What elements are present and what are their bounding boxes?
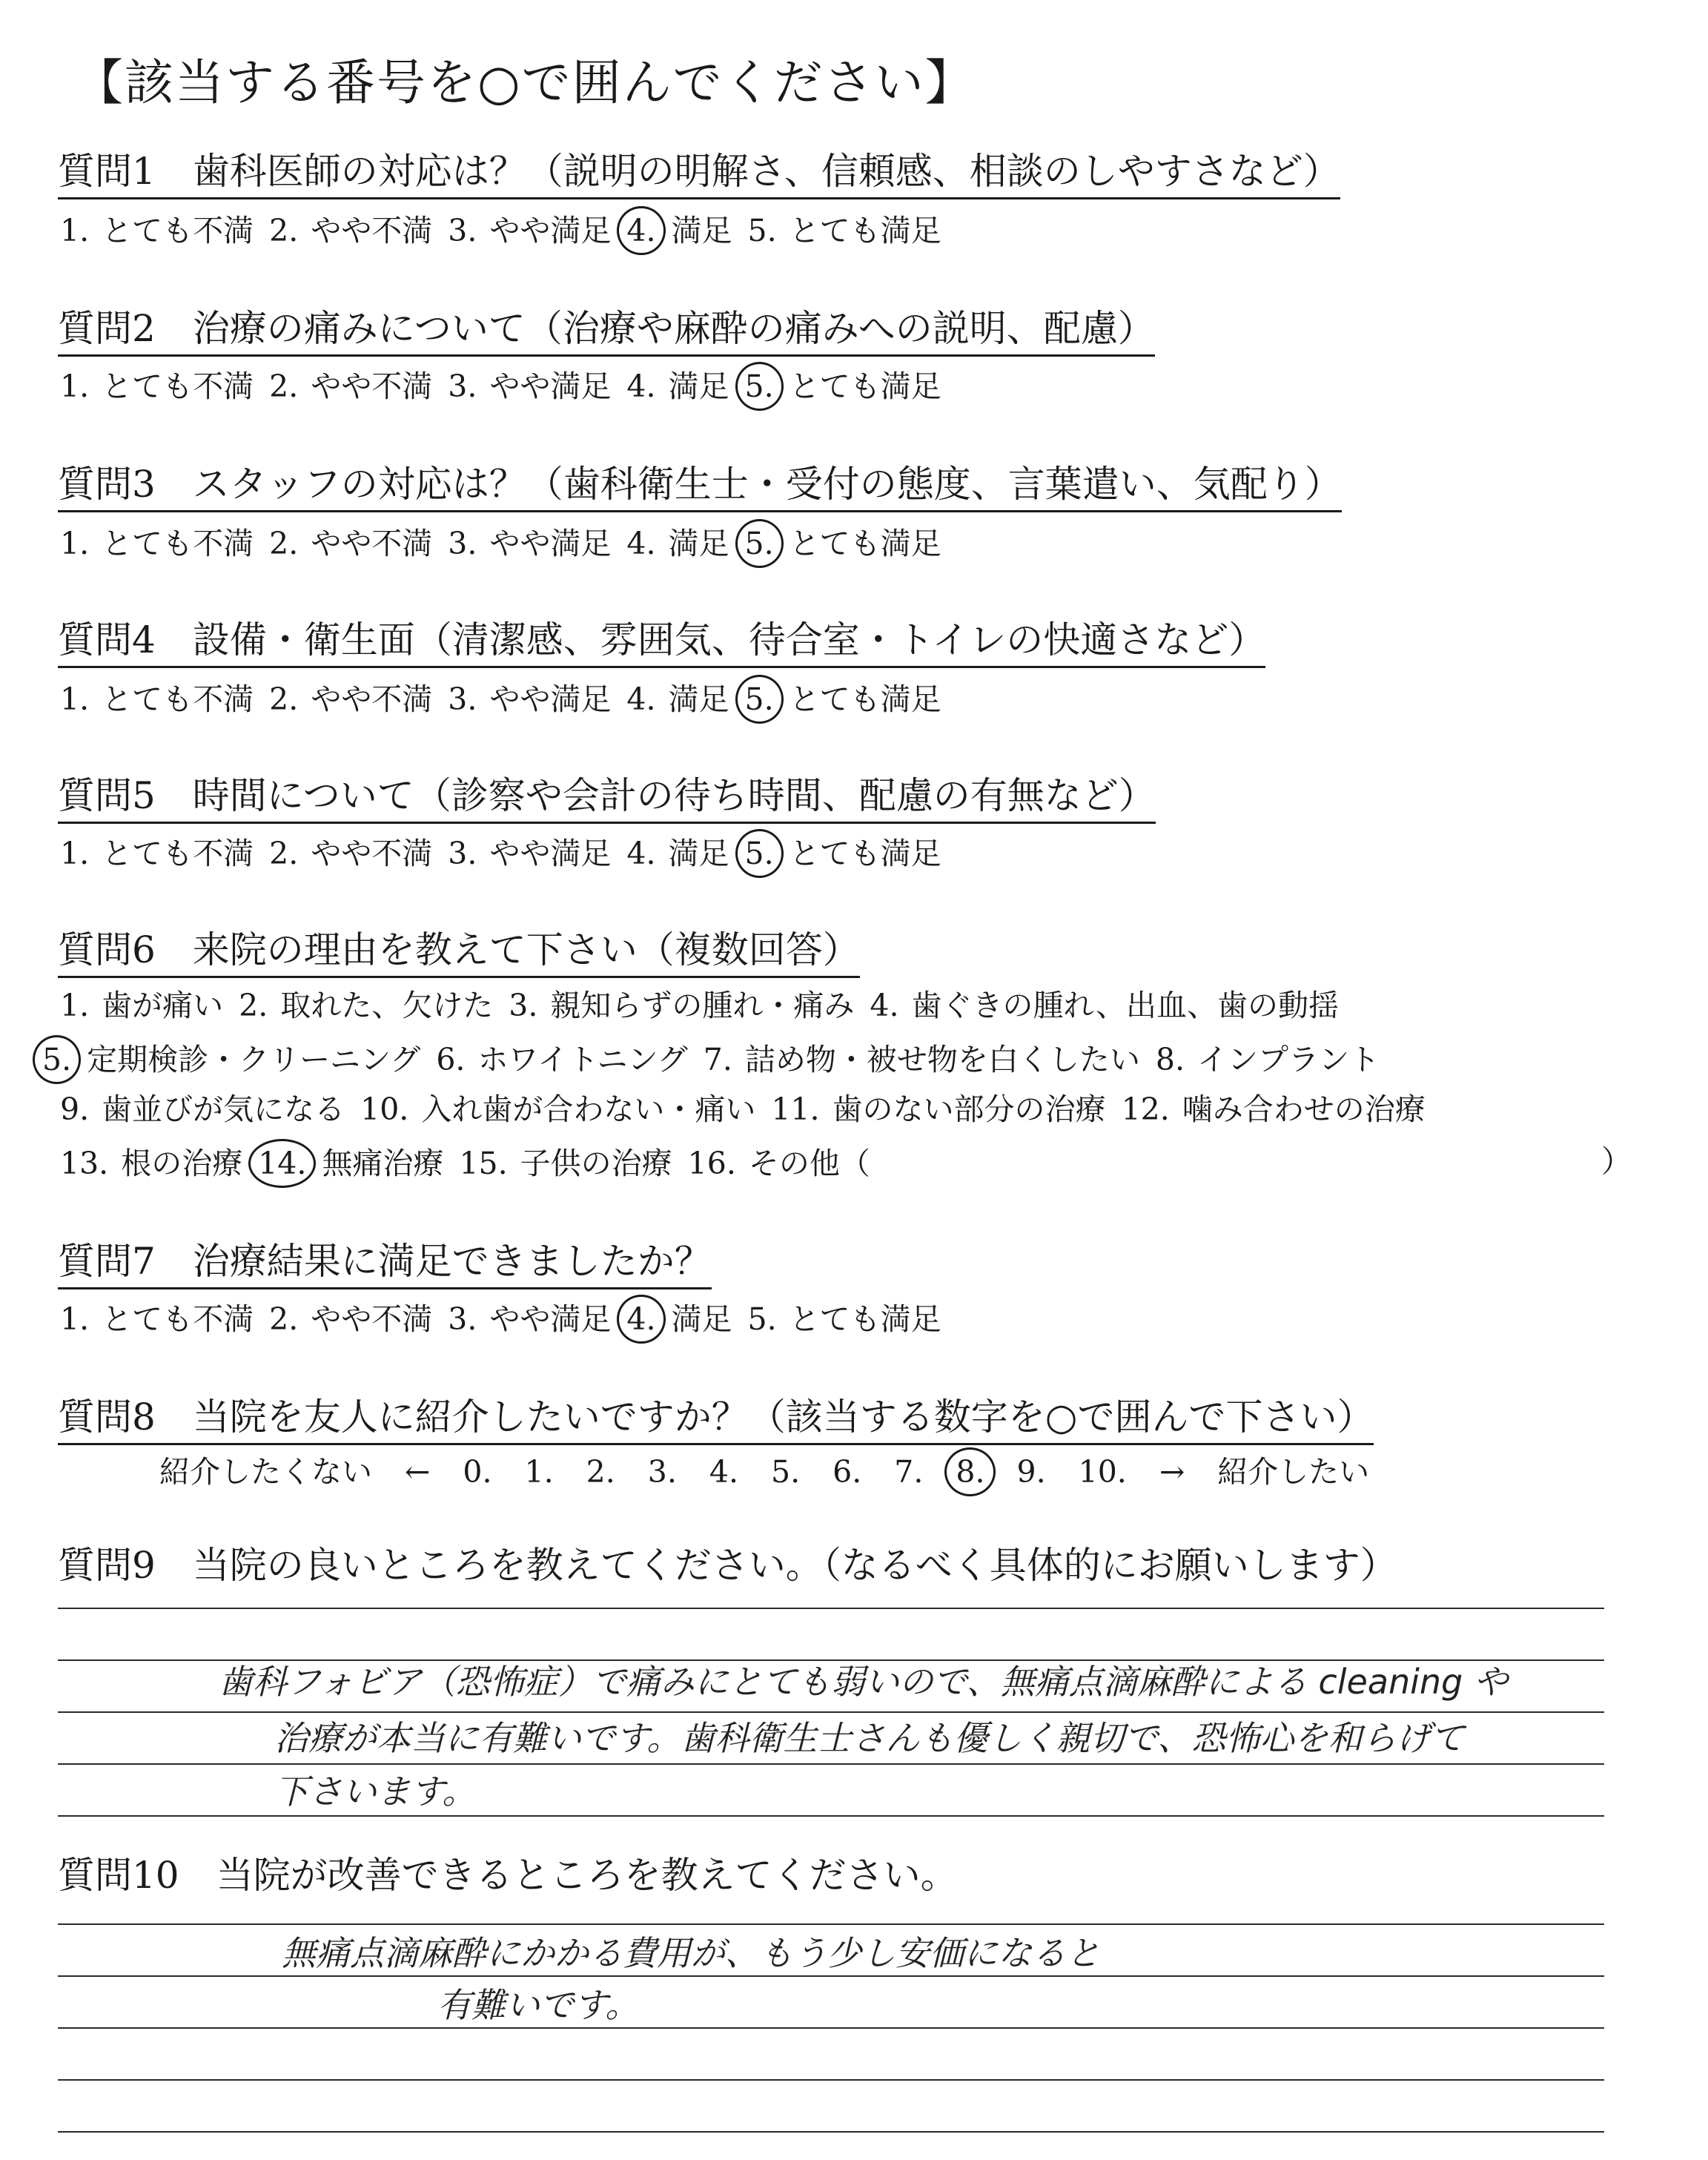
option-label: 満足 (671, 1301, 732, 1337)
q6-option-3[interactable] (506, 983, 854, 1028)
q3-option-5[interactable] (743, 519, 941, 568)
option-label: やや満足 (489, 369, 612, 404)
q1-option-4[interactable] (624, 206, 732, 255)
q8-right-label: 紹介したい (1217, 1454, 1370, 1490)
q8-scale[interactable] (159, 1447, 1402, 1496)
option-number: 10. (360, 1091, 409, 1127)
q9-answer-line-1: 歯科フォビア（恐怖症）で痛みにとても弱いので、無痛点滴麻酔による cleaning や (219, 1662, 1508, 1702)
q4-options[interactable] (58, 675, 955, 724)
option-label: 満足 (668, 681, 729, 717)
option-label: 根の治療 (121, 1146, 243, 1181)
q6-option-15[interactable] (457, 1141, 672, 1186)
option-number: 3. (448, 526, 477, 561)
q6-option-7[interactable] (701, 1037, 1140, 1082)
q4-option-2[interactable] (267, 677, 432, 721)
option-number: 5. (747, 213, 777, 248)
option-number: 2. (239, 988, 268, 1023)
option-label: やや不満 (311, 213, 433, 248)
q2-option-1[interactable] (58, 364, 254, 409)
q8-right-arrow: → (1159, 1454, 1185, 1490)
option-label: 満足 (668, 369, 729, 404)
q7-option-3[interactable] (446, 1297, 611, 1341)
q1-option-2[interactable] (267, 208, 432, 253)
option-label: その他（ (748, 1146, 870, 1181)
option-label: ホワイトニング (477, 1042, 688, 1077)
option-label: とても満足 (789, 681, 941, 717)
option-label: やや満足 (489, 213, 612, 248)
option-number: 6. (436, 1042, 466, 1077)
option-label: とても満足 (789, 213, 941, 248)
option-label: やや満足 (489, 1301, 612, 1337)
page-header: 【該当する番号を○で囲んでください】 (74, 54, 976, 111)
q6-option-12[interactable] (1119, 1087, 1426, 1132)
option-label: やや不満 (311, 1301, 433, 1337)
q7-option-4[interactable] (624, 1295, 732, 1344)
q3-option-1[interactable] (58, 521, 254, 566)
q6-option-5[interactable] (40, 1035, 420, 1084)
option-number: 3. (448, 836, 477, 871)
q6-option-16[interactable] (686, 1141, 870, 1186)
option-number: 3. (509, 988, 538, 1023)
q8-title: 質問8 当院を友人に紹介したいですか？（該当する数字を○で囲んで下さい） (58, 1393, 1374, 1445)
option-number: 1. (60, 369, 90, 404)
q1-option-3[interactable] (446, 208, 611, 253)
option-label: 満足 (671, 213, 732, 248)
option-number: 2. (269, 1301, 299, 1337)
option-label: とても不満 (102, 836, 254, 871)
option-number: 5. (735, 675, 784, 724)
q1-options[interactable] (58, 206, 955, 255)
option-number: 1. (60, 988, 90, 1023)
option-label: やや不満 (311, 681, 433, 717)
option-label: 無痛治療 (322, 1146, 444, 1181)
option-label: インプラント (1197, 1042, 1380, 1077)
q5-option-5[interactable] (743, 829, 941, 878)
option-label: とても満足 (789, 526, 941, 561)
q4-option-1[interactable] (58, 677, 254, 721)
option-number: 4. (617, 206, 665, 255)
q3-option-4[interactable] (624, 521, 729, 566)
option-number: 1. (60, 213, 90, 248)
option-label: やや満足 (489, 681, 612, 717)
option-label: とても不満 (102, 681, 254, 717)
q10-answer-line-2: 有難いです。 (437, 1985, 640, 2025)
option-number: 11. (771, 1091, 820, 1127)
q6-options-row-1[interactable] (58, 983, 1352, 1028)
q9-title: 質問9 当院の良いところを教えてください。（なるべく具体的にお願いします） (58, 1544, 1397, 1587)
q7-title: 質問7 治療結果に満足できましたか？ (58, 1237, 712, 1289)
q4-option-4[interactable] (624, 677, 729, 721)
q8-left-arrow: ← (405, 1454, 431, 1490)
q6-option-1[interactable] (58, 983, 223, 1028)
option-label: とても満足 (789, 1301, 941, 1337)
option-label: とても不満 (102, 526, 254, 561)
q6-title: 質問6 来院の理由を教えて下さい（複数回答） (58, 925, 860, 978)
option-label: 取れた、欠けた (280, 988, 494, 1023)
answer-line (58, 2027, 1604, 2029)
q6-option-6[interactable] (434, 1037, 687, 1082)
q3-option-2[interactable] (267, 521, 432, 566)
option-label: とても不満 (102, 1301, 254, 1337)
option-number: 14. (248, 1139, 316, 1188)
option-label: 満足 (668, 526, 729, 561)
q3-title: 質問3 スタッフの対応は？（歯科衛生士・受付の態度、言葉遣い、気配り） (58, 460, 1342, 512)
q6-options-row-3[interactable] (58, 1087, 1439, 1132)
option-number: 4. (617, 1295, 665, 1344)
q8-value-6[interactable]: 6. (833, 1454, 862, 1490)
q3-option-3[interactable] (446, 521, 611, 566)
answer-line (58, 2131, 1604, 2133)
q8-value-1[interactable]: 1. (524, 1454, 554, 1490)
option-number: 4. (626, 526, 656, 561)
q4-option-5[interactable] (743, 675, 941, 724)
option-number: 12. (1121, 1091, 1170, 1127)
option-number: 5. (33, 1035, 81, 1084)
q8-left-label: 紹介したくない (159, 1454, 372, 1490)
option-number: 5. (735, 362, 784, 411)
q8-value-0[interactable]: 0. (463, 1454, 492, 1490)
q5-title: 質問5 時間について（診察や会計の待ち時間、配慮の有無など） (58, 771, 1156, 824)
q3-options[interactable] (58, 519, 955, 568)
q2-option-2[interactable] (267, 364, 432, 409)
option-label: 歯並びが気になる (102, 1091, 345, 1127)
option-label: 親知らずの腫れ・痛み (550, 988, 855, 1023)
q6-option-10[interactable] (358, 1087, 755, 1132)
q8-value-9[interactable]: 9. (1016, 1454, 1046, 1490)
q9-answer-line-2: 治療が本当に有難いです。歯科衛生士さんも優しく親切で、恐怖心を和らげて (274, 1718, 1465, 1758)
option-number: 2. (269, 836, 299, 871)
q8-value-10[interactable]: 10. (1078, 1454, 1127, 1490)
q8-value-3[interactable]: 3. (647, 1454, 677, 1490)
option-number: 4. (626, 681, 656, 717)
option-label: 詰め物・被せ物を白くしたい (744, 1042, 1140, 1077)
option-number: 4. (626, 836, 656, 871)
q8-value-7[interactable]: 7. (894, 1454, 924, 1490)
option-label: とても満足 (789, 369, 941, 404)
option-number: 4. (626, 369, 656, 404)
q6-options-row-2[interactable] (40, 1035, 1393, 1084)
q6-option-2[interactable] (236, 983, 493, 1028)
q6-options-row-4[interactable] (58, 1139, 884, 1188)
option-number: 13. (60, 1146, 109, 1181)
option-number: 3. (448, 681, 477, 717)
q8-value-8[interactable]: 8. (944, 1447, 996, 1496)
option-label: やや満足 (489, 836, 612, 871)
q9-answer-line-3: 下さいます。 (274, 1771, 477, 1811)
option-number: 7. (703, 1042, 732, 1077)
answer-line (58, 1923, 1604, 1925)
q1-title: 質問1 歯科医師の対応は？（説明の明解さ、信頼感、相談のしやすさなど） (58, 147, 1340, 199)
option-label: 満足 (668, 836, 729, 871)
option-label: 歯のない部分の治療 (832, 1091, 1106, 1127)
q4-title: 質問4 設備・衛生面（清潔感、雰囲気、待合室・トイレの快適さなど） (58, 615, 1265, 668)
option-number: 1. (60, 1301, 90, 1337)
q1-option-5[interactable] (746, 208, 941, 253)
option-label: 歯ぐきの腫れ、出血、歯の動揺 (911, 988, 1339, 1023)
option-number: 3. (448, 213, 477, 248)
option-number: 2. (269, 681, 299, 717)
option-label: やや不満 (311, 526, 433, 561)
option-number: 5. (735, 829, 784, 878)
option-label: やや満足 (489, 526, 612, 561)
option-label: 定期検診・クリーニング (87, 1042, 421, 1077)
option-number: 1. (60, 836, 90, 871)
option-number: 3. (448, 1301, 477, 1337)
q7-options[interactable] (58, 1295, 955, 1344)
q1-option-1[interactable] (58, 208, 254, 253)
q6-option-13[interactable] (58, 1141, 242, 1186)
q5-option-4[interactable] (624, 831, 729, 876)
option-number: 5. (735, 519, 784, 568)
q6-option-8[interactable] (1153, 1037, 1380, 1082)
option-number: 3. (448, 369, 477, 404)
option-number: 2. (269, 369, 299, 404)
option-number: 2. (269, 526, 299, 561)
q7-option-5[interactable] (746, 1297, 941, 1341)
option-label: とても不満 (102, 213, 254, 248)
option-label: とても満足 (789, 836, 941, 871)
option-number: 8. (1155, 1042, 1185, 1077)
q6-option-9[interactable] (58, 1087, 345, 1132)
answer-line (58, 1815, 1604, 1817)
q7-option-1[interactable] (58, 1297, 254, 1341)
q8-value-2[interactable]: 2. (586, 1454, 615, 1490)
q5-option-2[interactable] (267, 831, 432, 876)
q5-option-1[interactable] (58, 831, 254, 876)
option-number: 16. (687, 1146, 736, 1181)
option-label: とても不満 (102, 369, 254, 404)
option-number: 15. (459, 1146, 508, 1181)
option-label: やや不満 (311, 369, 433, 404)
q2-option-4[interactable] (624, 364, 729, 409)
option-label: 入れ歯が合わない・痛い (421, 1091, 756, 1127)
option-number: 5. (747, 1301, 777, 1337)
answer-line (58, 1975, 1604, 1977)
q4-option-3[interactable] (446, 677, 611, 721)
q5-option-3[interactable] (446, 831, 611, 876)
q2-options[interactable] (58, 362, 955, 411)
option-label: 子供の治療 (520, 1146, 672, 1181)
option-label: 噛み合わせの治療 (1182, 1091, 1426, 1127)
q8-value-5[interactable]: 5. (770, 1454, 801, 1490)
option-number: 4. (870, 988, 899, 1023)
option-number: 2. (269, 213, 299, 248)
option-number: 9. (60, 1091, 90, 1127)
q2-title: 質問2 治療の痛みについて（治療や麻酔の痛みへの説明、配慮） (58, 304, 1155, 357)
option-label: 歯が痛い (102, 988, 224, 1023)
q2-option-3[interactable] (446, 364, 611, 409)
q5-options[interactable] (58, 829, 955, 878)
q6-option-4[interactable] (867, 983, 1339, 1028)
q8-value-4[interactable]: 4. (709, 1454, 738, 1490)
q10-title: 質問10 当院が改善できるところを教えてください。 (58, 1854, 958, 1897)
q6-option-14[interactable] (256, 1139, 443, 1188)
q10-answer-line-1: 無痛点滴麻酔にかかる費用が、もう少し安価になると (282, 1933, 1100, 1973)
q6-option-11[interactable] (769, 1087, 1105, 1132)
answer-line (58, 1608, 1604, 1609)
option-number: 1. (60, 526, 90, 561)
q7-option-2[interactable] (267, 1297, 432, 1341)
q2-option-5[interactable] (743, 362, 941, 411)
answer-line (58, 2079, 1604, 2081)
q6-other-close-paren: ） (1601, 1143, 1632, 1179)
option-label: やや不満 (311, 836, 433, 871)
option-number: 1. (60, 681, 90, 717)
